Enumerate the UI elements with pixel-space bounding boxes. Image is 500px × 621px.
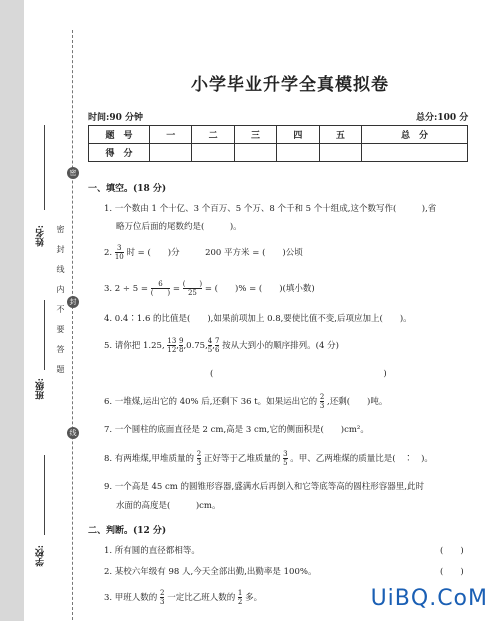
fraction: $\frac{7}{6}$	[214, 337, 220, 354]
score-table	[88, 125, 468, 162]
score-blank	[192, 144, 234, 162]
fraction: $\frac{13}{12}$	[167, 337, 177, 354]
fraction: $\frac{9}{8}$	[178, 337, 184, 354]
fraction: $\frac{4}{5}$	[207, 337, 213, 354]
question-4: 4. 0.4∶1.6 的比值是( ),如果前项加上 0.8,要使比值不变,后项应加上( )。	[104, 314, 412, 324]
page-title: 小学毕业升学全真模拟卷	[191, 75, 389, 95]
judge-1-mark: ( )	[440, 546, 464, 556]
school-line	[44, 455, 45, 535]
seal-notice: 密 封 线 内 不 要 答 题	[56, 225, 65, 375]
question-6: 6. 一堆煤,运出它的 40% 后,还剩下 36 t。如果运出它的 $\frac{2}{3}$ ,还剩( )吨。	[104, 393, 388, 410]
judge-2-mark: ( )	[440, 567, 464, 577]
score-cell: 一	[150, 126, 192, 144]
question-8: 8. 有两堆煤,甲堆质量的 $\frac{2}{3}$ 正好等于乙堆质量的 $\frac{3}{5}$ 。甲、乙两堆煤的质量比是( ∶ )。	[104, 450, 433, 467]
seal-circle-mi: 密	[67, 167, 79, 179]
seal-circle-feng: 封	[67, 296, 79, 308]
score-cell: 四	[277, 126, 319, 144]
class-label: 班级:	[36, 378, 46, 400]
fraction: $\frac{6}{( )}$	[150, 280, 171, 297]
score-header-row	[89, 126, 468, 144]
fraction: $\frac{2}{3}$	[319, 393, 325, 410]
total-score-label: 总分:100 分	[416, 113, 469, 123]
question-7: 7. 一个圆柱的底面直径是 2 cm,高是 3 cm,它的侧面积是( )cm²。	[104, 425, 369, 435]
judge-1: 1. 所有圆的直径都相等。	[104, 546, 200, 556]
fraction: $\frac{2}{3}$	[160, 589, 165, 606]
score-blank	[277, 144, 319, 162]
question-5-answer-parens: ( )	[210, 369, 387, 379]
fraction: $\frac{( )}{25}$	[182, 280, 203, 297]
score-cell: 总 分	[362, 126, 468, 144]
question-3: 3. 2 ÷ 5 = $\frac{6}{( )}$ = $\frac{( )}{25}$ = ( )% = ( )(填小数)	[104, 280, 315, 297]
question-9-line-2: 水面的高度是( )cm。	[116, 501, 221, 511]
score-blank	[150, 144, 192, 162]
section-2-heading: 二、判断。(12 分)	[88, 526, 167, 536]
site-watermark: UiBQ.CoM	[370, 586, 488, 611]
school-label: 学校:	[36, 545, 46, 567]
fraction: $\frac{1}{2}$	[237, 589, 243, 606]
question-2: 2. $\frac{3}{10}$ 时 = ( )分 200 平方米 = ( )公顷	[104, 244, 303, 261]
fraction: $\frac{3}{5}$	[283, 450, 288, 467]
question-1-line-1: 1. 一个数由 1 个十亿、3 个百万、5 个万、8 个千和 5 个十组成,这个数写作( ),省	[104, 204, 437, 214]
question-9-line-1: 9. 一个高是 45 cm 的圆锥形容器,盛满水后再倒入和它等底等高的圆柱形容器里,此时	[104, 482, 424, 492]
question-1-line-2: 略万位后面的尾数约是( )。	[116, 222, 242, 232]
score-value-row	[89, 144, 468, 162]
class-line	[44, 300, 45, 370]
score-cell: 二	[192, 126, 234, 144]
time-label: 时间:90 分钟	[88, 113, 143, 123]
score-cell: 五	[319, 126, 361, 144]
binding-shadow	[0, 0, 24, 621]
question-5: 5. 请你把 1.25, $\frac{13}{12}$ , $\frac{9}{8}$ ,0.75, $\frac{4}{5}$ , $\frac{7}{6}$ 按从大到小的顺序排列。(4 分)	[104, 337, 339, 354]
name-line	[44, 125, 45, 210]
score-blank	[319, 144, 361, 162]
score-blank	[234, 144, 276, 162]
seal-dashed-line	[72, 30, 73, 620]
score-cell: 三	[234, 126, 276, 144]
score-cell: 题 号	[89, 126, 150, 144]
score-blank	[362, 144, 468, 162]
name-label: 姓名:	[36, 225, 46, 247]
seal-circle-xian: 线	[67, 427, 79, 439]
score-cell: 得 分	[89, 144, 150, 162]
fraction: $\frac{3}{10}$	[114, 244, 124, 261]
section-1-heading: 一、填空。(18 分)	[88, 184, 167, 194]
judge-3: 3. 甲班人数的 $\frac{2}{3}$ 一定比乙班人数的 $\frac{1}{2}$ 多。	[104, 589, 263, 606]
fraction: $\frac{2}{3}$	[196, 450, 202, 467]
judge-2: 2. 某校六年级有 98 人,今天全部出勤,出勤率是 100%。	[104, 567, 317, 577]
